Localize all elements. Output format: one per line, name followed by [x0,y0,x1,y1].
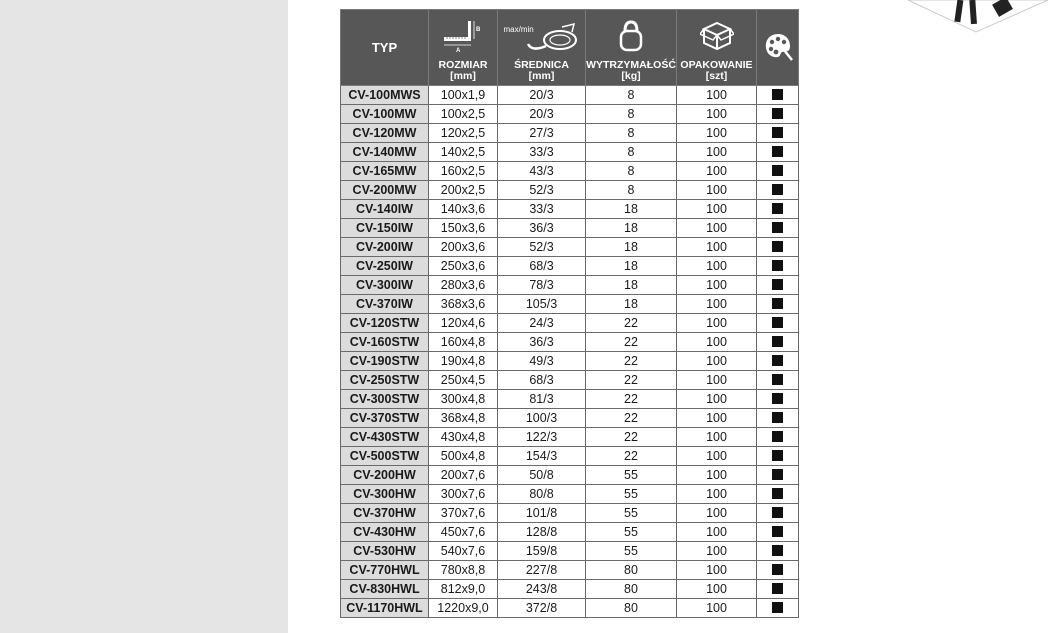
cell-kolor [757,561,799,580]
table-row [341,200,799,219]
ruler-dimension-icon [429,19,497,56]
cell-typ: CV-165MW [341,162,429,181]
color-swatch [772,412,783,423]
color-palette-icon [762,53,794,65]
cell-opakowanie: 100 [677,105,757,124]
ruler-label-b: B [476,27,481,33]
cell-rozmiar: 190x4,8 [429,352,498,371]
cell-opakowanie: 100 [677,276,757,295]
table-row [341,371,799,390]
color-swatch [772,317,783,328]
cell-wytrzymalosc: 55 [586,466,677,485]
cell-typ: CV-140MW [341,143,429,162]
cell-rozmiar: 120x2,5 [429,124,498,143]
cell-opakowanie: 100 [677,466,757,485]
cell-opakowanie: 100 [677,580,757,599]
cell-srednica: 33/3 [498,143,586,162]
cell-typ: CV-370HW [341,504,429,523]
cell-typ: CV-190STW [341,352,429,371]
cell-opakowanie: 100 [677,390,757,409]
cell-srednica: 372/8 [498,599,586,618]
cell-opakowanie: 100 [677,428,757,447]
header-rozmiar [429,10,498,86]
cell-typ: CV-200IW [341,238,429,257]
header-srednica-label: ŚREDNICA [514,59,569,71]
cell-rozmiar: 200x2,5 [429,181,498,200]
cell-wytrzymalosc: 22 [586,333,677,352]
cell-typ: CV-150IW [341,219,429,238]
table-row [341,599,799,618]
header-wytrzymalosc [586,10,677,86]
cell-opakowanie: 100 [677,333,757,352]
table-row [341,238,799,257]
color-swatch [772,222,783,233]
table-row [341,542,799,561]
cell-wytrzymalosc: 8 [586,105,677,124]
cell-opakowanie: 100 [677,257,757,276]
cell-srednica: 20/3 [498,86,586,105]
table-row [341,485,799,504]
cell-wytrzymalosc: 80 [586,599,677,618]
cell-wytrzymalosc: 80 [586,580,677,599]
cell-kolor [757,162,799,181]
cell-kolor [757,200,799,219]
header-srednica [498,10,586,86]
package-box-icon [677,19,756,56]
cable-bundle-icon [502,22,582,56]
cell-rozmiar: 450x7,6 [429,523,498,542]
cell-rozmiar: 140x2,5 [429,143,498,162]
cell-typ: CV-300STW [341,390,429,409]
cell-wytrzymalosc: 22 [586,352,677,371]
cell-rozmiar: 368x4,8 [429,409,498,428]
cell-rozmiar: 540x7,6 [429,542,498,561]
color-swatch [772,336,783,347]
cell-wytrzymalosc: 22 [586,314,677,333]
color-swatch [772,431,783,442]
cell-srednica: 43/3 [498,162,586,181]
color-swatch [772,374,783,385]
cell-kolor [757,105,799,124]
cell-opakowanie: 100 [677,86,757,105]
cell-typ: CV-770HWL [341,561,429,580]
cell-srednica: 78/3 [498,276,586,295]
color-swatch [772,602,783,613]
color-swatch [772,89,783,100]
cell-rozmiar: 200x7,6 [429,466,498,485]
cell-srednica: 27/3 [498,124,586,143]
cell-kolor [757,352,799,371]
header-opakowanie [677,10,757,86]
table-row [341,143,799,162]
cell-kolor [757,485,799,504]
cell-wytrzymalosc: 22 [586,390,677,409]
cell-rozmiar: 430x4,8 [429,428,498,447]
table-row [341,86,799,105]
table-row [341,390,799,409]
color-swatch [772,108,783,119]
color-swatch [772,298,783,309]
color-swatch [772,564,783,575]
header-opakowanie-label: OPAKOWANIE [680,59,753,71]
cell-srednica: 49/3 [498,352,586,371]
color-swatch [772,507,783,518]
cell-opakowanie: 100 [677,561,757,580]
table-row [341,181,799,200]
cell-wytrzymalosc: 8 [586,124,677,143]
cell-wytrzymalosc: 18 [586,238,677,257]
cell-wytrzymalosc: 55 [586,504,677,523]
color-swatch [772,184,783,195]
table-row [341,504,799,523]
cell-wytrzymalosc: 55 [586,542,677,561]
srednica-icon-text: max/min [503,25,534,34]
cell-wytrzymalosc: 8 [586,162,677,181]
cell-rozmiar: 160x4,8 [429,333,498,352]
cell-typ: CV-500STW [341,447,429,466]
cell-srednica: 20/3 [498,105,586,124]
cell-kolor [757,181,799,200]
cell-kolor [757,466,799,485]
cell-kolor [757,409,799,428]
cell-wytrzymalosc: 18 [586,200,677,219]
cell-wytrzymalosc: 8 [586,143,677,162]
color-swatch [772,450,783,461]
cell-typ: CV-300HW [341,485,429,504]
cell-wytrzymalosc: 22 [586,371,677,390]
ruler-label-a: A [456,48,461,53]
color-swatch [772,583,783,594]
cell-rozmiar: 370x7,6 [429,504,498,523]
cell-wytrzymalosc: 22 [586,447,677,466]
cell-kolor [757,124,799,143]
color-swatch [772,127,783,138]
cell-rozmiar: 200x3,6 [429,238,498,257]
cell-opakowanie: 100 [677,314,757,333]
cell-wytrzymalosc: 22 [586,428,677,447]
cell-srednica: 36/3 [498,219,586,238]
cell-rozmiar: 300x7,6 [429,485,498,504]
corner-decoration [898,0,1060,40]
table-row [341,428,799,447]
color-swatch [772,203,783,214]
cell-opakowanie: 100 [677,504,757,523]
header-srednica-unit: [mm] [528,70,555,82]
table-row [341,523,799,542]
cell-srednica: 33/3 [498,200,586,219]
header-rozmiar-label: ROZMIAR [438,59,488,71]
cell-kolor [757,390,799,409]
cell-opakowanie: 100 [677,447,757,466]
cell-kolor [757,428,799,447]
cell-rozmiar: 140x3,6 [429,200,498,219]
color-swatch [772,260,783,271]
cell-srednica: 80/8 [498,485,586,504]
cell-rozmiar: 250x4,5 [429,371,498,390]
cell-kolor [757,447,799,466]
header-typ-label: TYP [371,40,398,55]
cell-wytrzymalosc: 18 [586,257,677,276]
cell-typ: CV-200HW [341,466,429,485]
cell-srednica: 101/8 [498,504,586,523]
cell-opakowanie: 100 [677,238,757,257]
cell-typ: CV-100MWS [341,86,429,105]
cell-opakowanie: 100 [677,124,757,143]
cell-kolor [757,143,799,162]
header-typ [341,10,429,86]
table-row [341,447,799,466]
cell-wytrzymalosc: 18 [586,295,677,314]
cell-srednica: 227/8 [498,561,586,580]
color-swatch [772,526,783,537]
cell-kolor [757,295,799,314]
cell-wytrzymalosc: 55 [586,485,677,504]
cell-srednica: 24/3 [498,314,586,333]
cell-rozmiar: 100x1,9 [429,86,498,105]
cell-typ: CV-830HWL [341,580,429,599]
cell-srednica: 105/3 [498,295,586,314]
color-swatch [772,393,783,404]
cell-srednica: 68/3 [498,257,586,276]
table-header-row [341,10,799,86]
cell-kolor [757,542,799,561]
cell-srednica: 122/3 [498,428,586,447]
cell-typ: CV-370STW [341,409,429,428]
cell-kolor [757,257,799,276]
cell-typ: CV-120STW [341,314,429,333]
table-row [341,466,799,485]
cell-srednica: 50/8 [498,466,586,485]
cell-srednica: 154/3 [498,447,586,466]
header-wytrzymalosc-unit: [kg] [621,70,641,82]
cell-rozmiar: 500x4,8 [429,447,498,466]
header-kolor [757,10,799,86]
cell-kolor [757,580,799,599]
cell-kolor [757,371,799,390]
cell-opakowanie: 100 [677,181,757,200]
table-row [341,333,799,352]
cell-kolor [757,219,799,238]
header-rozmiar-unit: [mm] [450,70,476,82]
cell-typ: CV-300IW [341,276,429,295]
cell-srednica: 52/3 [498,181,586,200]
cell-opakowanie: 100 [677,143,757,162]
cell-rozmiar: 100x2,5 [429,105,498,124]
cell-typ: CV-1170HWL [341,599,429,618]
cell-rozmiar: 250x3,6 [429,257,498,276]
cell-opakowanie: 100 [677,485,757,504]
header-opakowanie-unit: [szt] [705,70,728,82]
cell-typ: CV-430HW [341,523,429,542]
cell-typ: CV-250STW [341,371,429,390]
table-row [341,257,799,276]
cell-typ: CV-140IW [341,200,429,219]
color-swatch [772,469,783,480]
color-swatch [772,146,783,157]
header-wytrzymalosc-label: WYTRZYMAŁOŚĆ [586,59,676,71]
table-row [341,409,799,428]
cell-opakowanie: 100 [677,599,757,618]
cell-srednica: 100/3 [498,409,586,428]
color-swatch [772,355,783,366]
table-row [341,162,799,181]
cell-opakowanie: 100 [677,219,757,238]
cell-opakowanie: 100 [677,523,757,542]
product-spec-table [340,9,799,618]
cell-srednica: 81/3 [498,390,586,409]
cell-typ: CV-100MW [341,105,429,124]
cell-typ: CV-120MW [341,124,429,143]
cell-kolor [757,238,799,257]
cell-opakowanie: 100 [677,542,757,561]
cell-typ: CV-250IW [341,257,429,276]
table-row [341,314,799,333]
cell-srednica: 128/8 [498,523,586,542]
cell-rozmiar: 280x3,6 [429,276,498,295]
cell-kolor [757,599,799,618]
cell-rozmiar: 368x3,6 [429,295,498,314]
cell-srednica: 52/3 [498,238,586,257]
cell-srednica: 36/3 [498,333,586,352]
color-swatch [772,279,783,290]
cell-kolor [757,504,799,523]
cell-srednica: 243/8 [498,580,586,599]
cell-opakowanie: 100 [677,371,757,390]
color-swatch [772,241,783,252]
cell-rozmiar: 160x2,5 [429,162,498,181]
cell-wytrzymalosc: 18 [586,219,677,238]
cell-typ: CV-160STW [341,333,429,352]
cell-opakowanie: 100 [677,409,757,428]
table-row [341,105,799,124]
table-row [341,276,799,295]
cell-kolor [757,333,799,352]
table-row [341,124,799,143]
cell-wytrzymalosc: 55 [586,523,677,542]
table-row [341,580,799,599]
table-body [341,86,799,618]
cell-wytrzymalosc: 8 [586,86,677,105]
cell-typ: CV-530HW [341,542,429,561]
cell-kolor [757,86,799,105]
cell-wytrzymalosc: 22 [586,409,677,428]
cell-opakowanie: 100 [677,200,757,219]
cell-typ: CV-370IW [341,295,429,314]
cell-kolor [757,276,799,295]
cell-rozmiar: 812x9,0 [429,580,498,599]
cell-rozmiar: 780x8,8 [429,561,498,580]
cell-kolor [757,314,799,333]
cell-typ: CV-430STW [341,428,429,447]
cell-srednica: 159/8 [498,542,586,561]
cell-rozmiar: 300x4,8 [429,390,498,409]
cell-kolor [757,523,799,542]
table-row [341,352,799,371]
color-swatch [772,165,783,176]
table-row [341,219,799,238]
cell-typ: CV-200MW [341,181,429,200]
color-swatch [772,488,783,499]
cell-rozmiar: 150x3,6 [429,219,498,238]
color-swatch [772,545,783,556]
cell-wytrzymalosc: 80 [586,561,677,580]
cell-rozmiar: 120x4,6 [429,314,498,333]
cell-opakowanie: 100 [677,295,757,314]
table-row [341,561,799,580]
table-row [341,295,799,314]
cell-rozmiar: 1220x9,0 [429,599,498,618]
cell-opakowanie: 100 [677,162,757,181]
cell-wytrzymalosc: 18 [586,276,677,295]
cell-wytrzymalosc: 8 [586,181,677,200]
cell-opakowanie: 100 [677,352,757,371]
weight-kettlebell-icon [586,19,676,56]
cell-srednica: 68/3 [498,371,586,390]
